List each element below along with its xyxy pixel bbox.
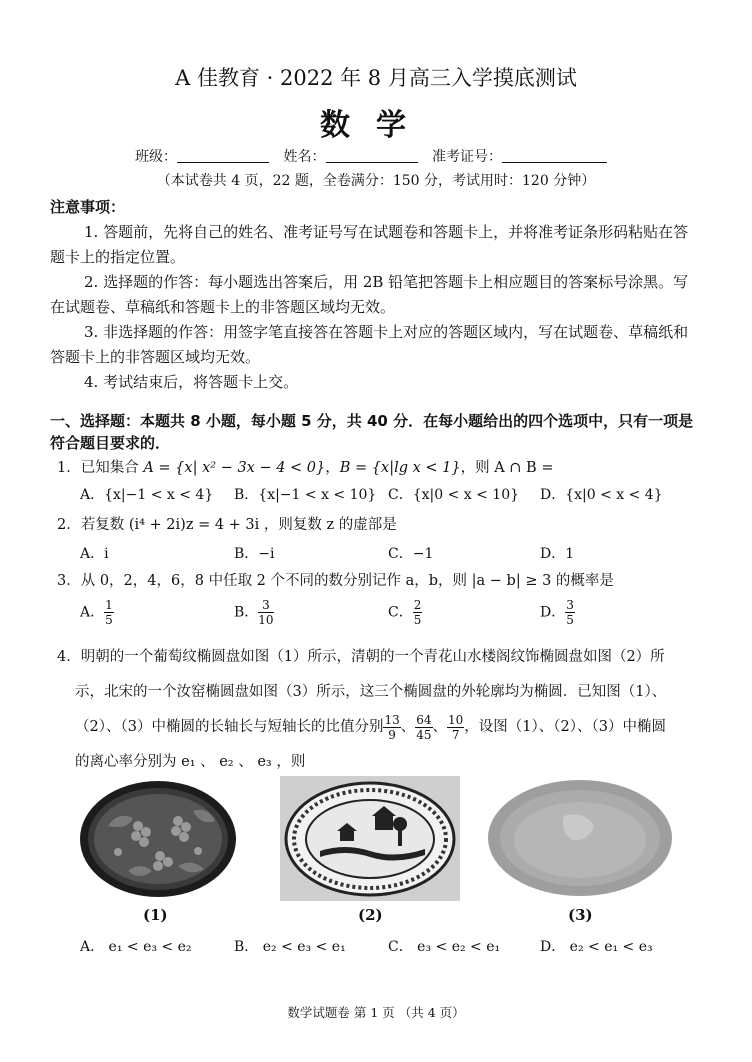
q3-option-b-label: B． bbox=[234, 604, 259, 621]
q4-option-d: D． e₂ < e₁ < e₃ bbox=[540, 939, 653, 955]
fraction-numerator: 3 bbox=[566, 598, 574, 612]
q4-line-3 bbox=[57, 710, 707, 745]
fraction-numerator: 64 bbox=[416, 712, 432, 727]
q3-option-c bbox=[388, 598, 422, 627]
q2-option-d: D．1 bbox=[540, 546, 575, 562]
q4-line-4: 的离心率分别为 e₁ 、 e₂ 、 e₃ ，则 bbox=[75, 754, 306, 770]
caption-1: (1) bbox=[143, 906, 168, 924]
q2-option-b: B．−i bbox=[234, 546, 275, 562]
caption-2: (2) bbox=[358, 906, 383, 924]
q1-option-d: D．{x|0 < x < 4} bbox=[540, 487, 663, 503]
page-footer: 数学试题卷 第 1 页 （共 4 页） bbox=[287, 1005, 465, 1020]
q1-stem-end: ，则 A ∩ B = bbox=[460, 460, 554, 476]
blue-white-plate-icon bbox=[280, 776, 460, 901]
fraction-denominator: 45 bbox=[416, 727, 432, 742]
q3-option-a-fraction bbox=[104, 598, 114, 627]
plate-image-1 bbox=[78, 776, 238, 904]
q3-option-a bbox=[80, 598, 114, 627]
subject-title: 数学 bbox=[320, 108, 432, 143]
q4-ratio-2 bbox=[415, 713, 432, 742]
student-fields bbox=[0, 146, 752, 166]
q4-ratio-3 bbox=[447, 713, 464, 742]
exam-id-blank[interactable] bbox=[502, 148, 607, 163]
fraction-numerator: 1 bbox=[105, 598, 113, 612]
fraction-denominator: 5 bbox=[105, 613, 113, 627]
name-blank[interactable] bbox=[326, 148, 418, 163]
notice-item-3: 3. 非选择题的作答：用签字笔直接答在答题卡上对应的答题区域内，写在试题卷、草稿纸和答题卡上的非答题区域均无效。 bbox=[50, 323, 689, 366]
ratio-separator: 、 bbox=[400, 719, 416, 735]
q4-option-a: A． e₁ < e₃ < e₂ bbox=[80, 939, 192, 955]
fraction-denominator: 5 bbox=[566, 613, 574, 627]
q3-option-d-fraction bbox=[565, 598, 575, 627]
q3-option-d bbox=[540, 598, 575, 627]
fraction-denominator: 9 bbox=[388, 727, 396, 742]
q3-option-b-fraction bbox=[258, 598, 273, 627]
q1-set-b: B = {x|lg x < 1} bbox=[339, 460, 461, 476]
notice-heading: 注意事项： bbox=[50, 198, 126, 216]
fraction-numerator: 10 bbox=[448, 712, 464, 727]
question-2-stem: 2．若复数 (i⁴ + 2i)z = 4 + 3i ，则复数 z 的虚部是 bbox=[57, 517, 397, 533]
fraction-numerator: 2 bbox=[413, 598, 422, 612]
question-3-stem: 3．从 0，2，4，6，8 中任取 2 个不同的数分别记作 a，b，则 |a − b| ≥ 3 的概率是 bbox=[57, 573, 614, 589]
q3-option-c-label: C． bbox=[388, 604, 413, 621]
q3-option-a-label: A． bbox=[80, 604, 105, 621]
caption-3: (3) bbox=[568, 906, 593, 924]
q2-option-a: A．i bbox=[80, 546, 109, 562]
q4-option-b: B． e₂ < e₃ < e₁ bbox=[234, 939, 346, 955]
class-label: 班级： bbox=[135, 149, 178, 165]
fraction-numerator: 13 bbox=[384, 712, 400, 727]
ratio-separator: 、 bbox=[432, 719, 448, 735]
notice-item-1: 1. 答题前，先将自己的姓名、准考证号写在试题卷和答题卡上，并将准考证条形码粘贴在答题卡上的指定位置。 bbox=[50, 223, 689, 266]
question-1-stem bbox=[57, 456, 553, 477]
fraction-denominator: 5 bbox=[413, 613, 422, 627]
name-label: 姓名： bbox=[283, 149, 326, 165]
exam-info: （本试卷共 4 页，22 题，全卷满分：150 分，考试用时：120 分钟） bbox=[156, 173, 596, 189]
notice-item-2: 2. 选择题的作答：每小题选出答案后，用 2B 铅笔把答题卡上相应题目的答案标号涂黑。写在试题卷、草稿纸和答题卡上的非答题区域均无效。 bbox=[50, 273, 689, 316]
q2-option-c: C．−1 bbox=[388, 546, 434, 562]
q1-set-a: A = {x| x² − 3x − 4 < 0} bbox=[143, 460, 326, 476]
q3-option-c-fraction bbox=[413, 598, 423, 627]
notice-item-4: 4. 考试结束后，将答题卡上交。 bbox=[84, 373, 299, 391]
q4-line-2: 示，北宋的一个汝窑椭圆盘如图（3）所示，这三个椭圆盘的外轮廓均为椭圆．已知图（1）、 bbox=[75, 684, 667, 700]
section-heading: 一、选择题：本题共 8 小题，每小题 5 分，共 40 分．在每小题给出的四个选项中，只有一项是符合题目要求的． bbox=[50, 412, 694, 452]
q3-option-b bbox=[234, 598, 274, 627]
fraction-numerator: 3 bbox=[258, 598, 273, 613]
q4-ratio-1 bbox=[383, 713, 400, 742]
fraction-denominator: 10 bbox=[258, 613, 274, 627]
exam-title: A 佳教育 · 2022 年 8 月高三入学摸底测试 bbox=[175, 66, 577, 90]
q1-stem-start: 1．已知集合 bbox=[57, 460, 144, 476]
plate-image-3 bbox=[484, 776, 676, 900]
class-blank[interactable] bbox=[177, 148, 269, 163]
q4-option-c: C． e₃ < e₂ < e₁ bbox=[388, 939, 501, 955]
fraction-denominator: 7 bbox=[451, 727, 460, 742]
exam-id-label: 准考证号： bbox=[431, 149, 502, 165]
q4-line-3-end: ，设图（1）、（2）、（3）中椭圆 bbox=[464, 719, 666, 735]
ru-ware-plate-icon bbox=[484, 776, 676, 900]
question-4-stem bbox=[57, 640, 707, 780]
q1-option-b: B．{x|−1 < x < 10} bbox=[234, 487, 377, 503]
q1-option-c: C．{x|0 < x < 10} bbox=[388, 487, 520, 503]
q4-line-1: 4．明朝的一个葡萄纹椭圆盘如图（1）所示，清朝的一个青花山水楼阁纹饰椭圆盘如图（2）所 bbox=[57, 649, 665, 665]
grape-plate-icon bbox=[78, 776, 238, 904]
plate-image-2 bbox=[280, 776, 460, 901]
q1-option-a: A．{x|−1 < x < 4} bbox=[80, 487, 214, 503]
q3-option-d-label: D． bbox=[540, 604, 566, 621]
q4-line-3-start: （2）、（3）中椭圆的长轴长与短轴长的比值分别 bbox=[75, 719, 384, 735]
q1-sep: ， bbox=[325, 460, 340, 476]
